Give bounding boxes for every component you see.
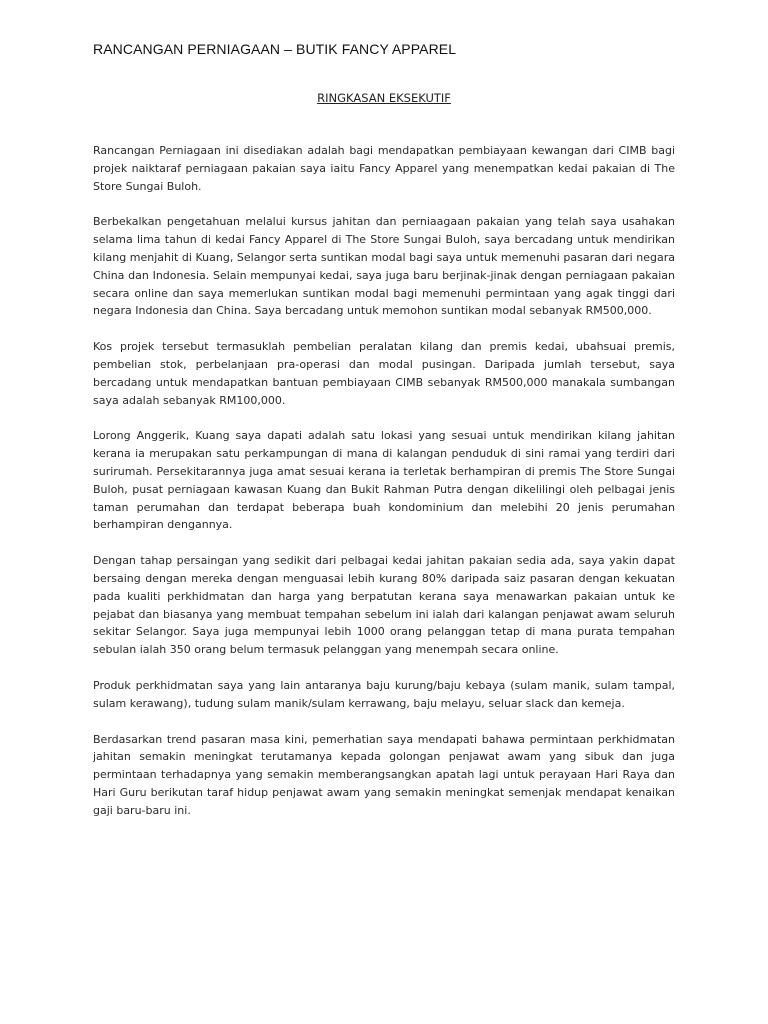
paragraph-4: Lorong Anggerik, Kuang saya dapati adalah satu lokasi yang sesuai untuk mendirikan kilang jahitan kerana ia merupakan satu perkampungan di mana di kalangan penduduk di sini ramai yang terdiri dari surirumah. Persekitarannya juga amat sesuai kerana ia terletak berhampiran di premis The Store Sungai Buloh, pusat perniagaan kawasan Kuang dan Bukit Rahman Putra dengan dikelilingi oleh pelbagai jenis taman perumahan dan terdapat beberapa buah kondominium dan melebihi 20 jenis perumahan berhampiran dengannya.: [93, 429, 675, 532]
document-header: RANCANGAN PERNIAGAAN – BUTIK FANCY APPAREL: [93, 41, 457, 57]
section-heading: RINGKASAN EKSEKUTIF: [317, 91, 451, 105]
paragraph-1: Rancangan Perniagaan ini disediakan adalah bagi mendapatkan pembiayaan kewangan dari CIMB bagi projek naiktaraf perniagaan pakaian saya iaitu Fancy Apparel yang menempatkan kedai pakaian di The Store Sungai Buloh.: [93, 144, 675, 193]
paragraph-2: Berbekalkan pengetahuan melalui kursus jahitan dan perniaagaan pakaian yang telah saya usahakan selama lima tahun di kedai Fancy Apparel di The Store Sungai Buloh, saya bercadang untuk mendirikan kilang menjahit di Kuang, Selangor serta suntikan modal bagi saya untuk memenuhi pasaran dari negara China dan Indonesia. Selain mempunyai kedai, saya juga baru berjinak-jinak dengan perniagaan pakaian secara online dan saya memerlukan suntikan modal bagi memenuhi permintaan yang agak tinggi dari negara Indonesia dan China. Saya bercadang untuk memohon suntikan modal sebanyak RM500,000.: [93, 215, 675, 318]
paragraph-3: Kos projek tersebut termasuklah pembelian peralatan kilang dan premis kedai, ubahsuai premis, pembelian stok, perbelanjaan pra-operasi dan modal pusingan. Daripada jumlah tersebut, saya bercadang untuk mendapatkan bantuan pembiayaan CIMB sebanyak RM500,000 manakala sumbangan saya adalah sebanyak RM100,000.: [93, 340, 675, 407]
paragraph-6: Produk perkhidmatan saya yang lain antaranya baju kurung/baju kebaya (sulam manik, sulam tampal, sulam kerawang), tudung sulam manik/sulam kerrawang, baju melayu, seluar slack dan kemeja.: [93, 678, 675, 710]
paragraph-5: Dengan tahap persaingan yang sedikit dari pelbagai kedai jahitan pakaian sedia ada, saya yakin dapat bersaing dengan mereka dengan menguasai lebih kurang 80% daripada saiz pasaran dengan kekuatan pada kualiti perkhidmatan dan harga yang berpatutan kerana saya menawarkan pakaian untuk ke pejabat dan biasanya yang membuat tempahan sebelum ini ialah dari kalangan penjawat awam seluruh sekitar Selangor. Saya juga mempunyai lebih 1000 orang pelanggan tetap di mana purata tempahan sebulan ialah 350 orang belum termasuk pelanggan yang menempah secara online.: [93, 554, 675, 657]
paragraph-7: Berdasarkan trend pasaran masa kini, pemerhatian saya mendapati bahawa permintaan perkhidmatan jahitan semakin meningkat terutamanya kepada golongan penjawat awam yang sibuk dan juga permintaan terhadapnya yang semakin memberangsangkan apatah lagi untuk perayaan Hari Raya dan Hari Guru berikutan taraf hidup penjawat awam yang semakin meningkat semenjak mendapat kenaikan gaji baru-baru ini.: [93, 732, 675, 817]
document-body: [93, 142, 675, 838]
